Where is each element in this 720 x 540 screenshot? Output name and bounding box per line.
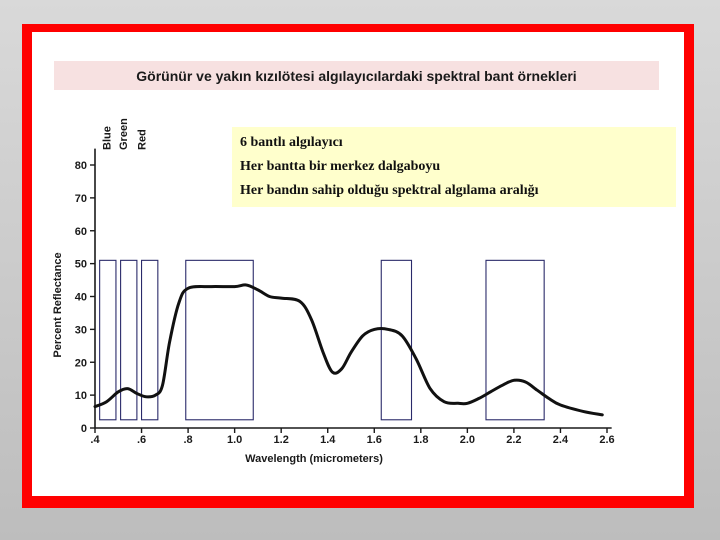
x-tick-label: 1.4 — [320, 434, 336, 446]
x-tick-label: .4 — [90, 434, 100, 446]
x-tick-label: 1.8 — [413, 434, 429, 446]
band-labels — [102, 118, 149, 150]
y-tick-label: 10 — [74, 390, 87, 403]
spectral-curve-group — [95, 285, 602, 415]
note-line-1: 6 bantlı algılayıcı — [240, 135, 343, 150]
x-tick-label: 1.6 — [366, 434, 382, 446]
y-tick-label: 20 — [74, 357, 87, 370]
y-tick-label: 40 — [74, 291, 87, 304]
band-label: Blue — [101, 126, 114, 150]
spectral-curve — [95, 285, 602, 415]
band-label: Red — [136, 129, 149, 150]
band-label: Green — [117, 118, 130, 150]
y-tick-label: 30 — [74, 324, 87, 337]
x-tick-label: .6 — [136, 434, 147, 446]
x-tick-label: .8 — [183, 434, 193, 446]
band-rectangles — [100, 260, 545, 419]
x-tick-label: 1.2 — [273, 434, 289, 446]
y-tick-label: 70 — [74, 192, 87, 205]
x-tick-label: 1.0 — [226, 434, 243, 446]
y-tick-label: 50 — [74, 258, 87, 271]
x-tick-label: 2.4 — [552, 434, 569, 446]
band-rectangle — [486, 260, 544, 419]
x-tick-label: 2.2 — [506, 434, 522, 446]
y-tick-label: 80 — [74, 160, 87, 172]
band-rectangle — [121, 260, 137, 419]
x-tick-label: 2.0 — [459, 434, 476, 446]
y-tick-label: 60 — [74, 225, 87, 238]
x-axis-label: Wavelength (micrometers) — [245, 453, 383, 465]
note-line-3: Her bandın sahip olduğu spektral algılama aralığı — [240, 183, 539, 198]
y-tick-label: 0 — [80, 423, 87, 435]
y-axis-label: Percent Reflectance — [52, 252, 64, 358]
chart-axes — [75, 149, 615, 446]
note-line-2: Her bantta bir merkez dalgaboyu — [240, 159, 441, 174]
x-tick-label: 2.6 — [599, 434, 615, 446]
slide-title: Görünür ve yakın kızılötesi algılayıcılardaki spektral bant örnekleri — [54, 61, 659, 90]
